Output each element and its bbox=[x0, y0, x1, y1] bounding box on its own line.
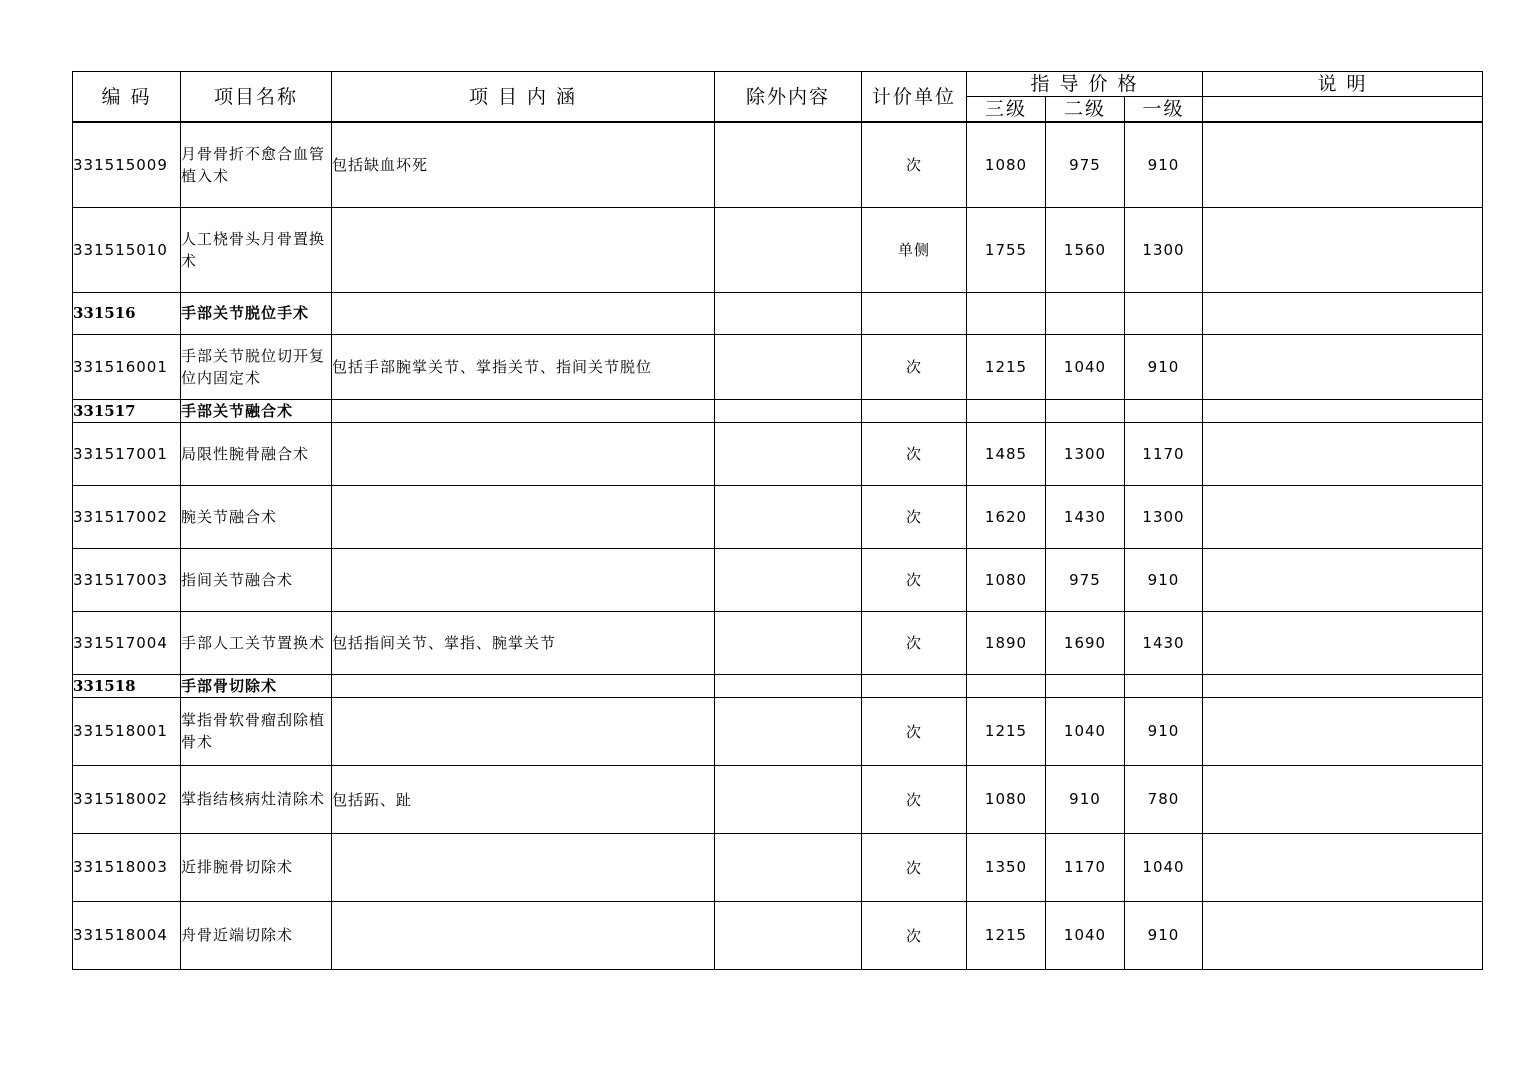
code-cell: 331515009 bbox=[73, 122, 181, 207]
exclusion-cell bbox=[715, 901, 862, 969]
name-cell: 手部骨切除术 bbox=[181, 674, 332, 697]
content-cell bbox=[332, 399, 715, 422]
price-level1-cell: 1430 bbox=[1125, 611, 1203, 674]
content-cell: 包括缺血坏死 bbox=[332, 122, 715, 207]
price-level1-cell: 910 bbox=[1125, 901, 1203, 969]
exclusion-cell bbox=[715, 399, 862, 422]
section-row bbox=[73, 292, 1483, 334]
table-row bbox=[73, 122, 1483, 207]
price-level1-cell bbox=[1125, 292, 1203, 334]
exclusion-cell bbox=[715, 548, 862, 611]
name-cell: 手部关节融合术 bbox=[181, 399, 332, 422]
name-cell: 人工桡骨头月骨置换术 bbox=[181, 207, 332, 292]
content-cell: 包括指间关节、掌指、腕掌关节 bbox=[332, 611, 715, 674]
header-content: 项 目 内 涵 bbox=[332, 72, 715, 123]
unit-cell: 次 bbox=[862, 334, 967, 399]
unit-cell: 次 bbox=[862, 765, 967, 833]
code-cell: 331516 bbox=[73, 292, 181, 334]
price-level3-cell: 1215 bbox=[967, 334, 1046, 399]
name-cell: 局限性腕骨融合术 bbox=[181, 422, 332, 485]
name-cell: 手部关节脱位切开复位内固定术 bbox=[181, 334, 332, 399]
unit-cell: 次 bbox=[862, 611, 967, 674]
price-level1-cell: 1170 bbox=[1125, 422, 1203, 485]
name-cell: 手部人工关节置换术 bbox=[181, 611, 332, 674]
price-level3-cell: 1080 bbox=[967, 548, 1046, 611]
name-cell: 月骨骨折不愈合血管植入术 bbox=[181, 122, 332, 207]
price-level1-cell bbox=[1125, 674, 1203, 697]
header-explain-blank bbox=[1203, 97, 1483, 123]
note-cell bbox=[1203, 548, 1483, 611]
price-level3-cell: 1080 bbox=[967, 122, 1046, 207]
header-code: 编 码 bbox=[73, 72, 181, 123]
note-cell bbox=[1203, 334, 1483, 399]
code-cell: 331518004 bbox=[73, 901, 181, 969]
header-explain: 说 明 bbox=[1203, 72, 1483, 97]
content-cell: 包括手部腕掌关节、掌指关节、指间关节脱位 bbox=[332, 334, 715, 399]
header-guide-price: 指 导 价 格 bbox=[967, 72, 1203, 97]
code-cell: 331518002 bbox=[73, 765, 181, 833]
note-cell bbox=[1203, 292, 1483, 334]
header-unit: 计价单位 bbox=[862, 72, 967, 123]
note-cell bbox=[1203, 765, 1483, 833]
code-cell: 331517003 bbox=[73, 548, 181, 611]
table-row bbox=[73, 765, 1483, 833]
unit-cell: 次 bbox=[862, 901, 967, 969]
code-cell: 331515010 bbox=[73, 207, 181, 292]
content-cell bbox=[332, 901, 715, 969]
exclusion-cell bbox=[715, 674, 862, 697]
name-cell: 掌指骨软骨瘤刮除植骨术 bbox=[181, 697, 332, 765]
price-level3-cell: 1350 bbox=[967, 833, 1046, 901]
note-cell bbox=[1203, 833, 1483, 901]
exclusion-cell bbox=[715, 485, 862, 548]
header-level3: 三级 bbox=[967, 97, 1046, 123]
price-level1-cell: 1300 bbox=[1125, 485, 1203, 548]
name-cell: 掌指结核病灶清除术 bbox=[181, 765, 332, 833]
exclusion-cell bbox=[715, 611, 862, 674]
content-cell bbox=[332, 422, 715, 485]
price-level3-cell: 1215 bbox=[967, 697, 1046, 765]
exclusion-cell bbox=[715, 697, 862, 765]
unit-cell: 次 bbox=[862, 122, 967, 207]
price-level3-cell: 1620 bbox=[967, 485, 1046, 548]
table-row bbox=[73, 334, 1483, 399]
exclusion-cell bbox=[715, 207, 862, 292]
price-level2-cell: 1430 bbox=[1046, 485, 1125, 548]
price-level1-cell: 910 bbox=[1125, 334, 1203, 399]
note-cell bbox=[1203, 697, 1483, 765]
header-exclusion: 除外内容 bbox=[715, 72, 862, 123]
price-level2-cell: 975 bbox=[1046, 548, 1125, 611]
code-cell: 331518003 bbox=[73, 833, 181, 901]
price-level2-cell: 975 bbox=[1046, 122, 1125, 207]
content-cell bbox=[332, 548, 715, 611]
content-cell bbox=[332, 485, 715, 548]
price-level1-cell: 910 bbox=[1125, 697, 1203, 765]
table-row bbox=[73, 485, 1483, 548]
code-cell: 331517001 bbox=[73, 422, 181, 485]
price-level1-cell: 1040 bbox=[1125, 833, 1203, 901]
section-row bbox=[73, 674, 1483, 697]
name-cell: 近排腕骨切除术 bbox=[181, 833, 332, 901]
price-level3-cell bbox=[967, 292, 1046, 334]
unit-cell: 次 bbox=[862, 485, 967, 548]
name-cell: 指间关节融合术 bbox=[181, 548, 332, 611]
note-cell bbox=[1203, 122, 1483, 207]
unit-cell: 单侧 bbox=[862, 207, 967, 292]
note-cell bbox=[1203, 901, 1483, 969]
table-row bbox=[73, 548, 1483, 611]
unit-cell bbox=[862, 674, 967, 697]
unit-cell: 次 bbox=[862, 422, 967, 485]
price-level2-cell bbox=[1046, 399, 1125, 422]
code-cell: 331516001 bbox=[73, 334, 181, 399]
price-level3-cell: 1755 bbox=[967, 207, 1046, 292]
exclusion-cell bbox=[715, 833, 862, 901]
price-level3-cell: 1485 bbox=[967, 422, 1046, 485]
price-level2-cell: 910 bbox=[1046, 765, 1125, 833]
table-row bbox=[73, 611, 1483, 674]
code-cell: 331518 bbox=[73, 674, 181, 697]
name-cell: 舟骨近端切除术 bbox=[181, 901, 332, 969]
header-name: 项目名称 bbox=[181, 72, 332, 123]
price-level1-cell: 1300 bbox=[1125, 207, 1203, 292]
table-row bbox=[73, 697, 1483, 765]
note-cell bbox=[1203, 485, 1483, 548]
price-level3-cell bbox=[967, 399, 1046, 422]
price-level3-cell: 1080 bbox=[967, 765, 1046, 833]
content-cell bbox=[332, 833, 715, 901]
exclusion-cell bbox=[715, 292, 862, 334]
note-cell bbox=[1203, 399, 1483, 422]
content-cell bbox=[332, 292, 715, 334]
price-level2-cell: 1170 bbox=[1046, 833, 1125, 901]
note-cell bbox=[1203, 674, 1483, 697]
price-level2-cell bbox=[1046, 292, 1125, 334]
unit-cell: 次 bbox=[862, 697, 967, 765]
header-level2: 二级 bbox=[1046, 97, 1125, 123]
code-cell: 331517004 bbox=[73, 611, 181, 674]
price-level2-cell: 1560 bbox=[1046, 207, 1125, 292]
price-level2-cell: 1040 bbox=[1046, 901, 1125, 969]
section-row bbox=[73, 399, 1483, 422]
price-level3-cell: 1890 bbox=[967, 611, 1046, 674]
name-cell: 手部关节脱位手术 bbox=[181, 292, 332, 334]
note-cell bbox=[1203, 207, 1483, 292]
unit-cell bbox=[862, 292, 967, 334]
price-level2-cell: 1690 bbox=[1046, 611, 1125, 674]
price-level3-cell: 1215 bbox=[967, 901, 1046, 969]
table-row bbox=[73, 207, 1483, 292]
price-level2-cell: 1040 bbox=[1046, 334, 1125, 399]
exclusion-cell bbox=[715, 422, 862, 485]
price-level1-cell bbox=[1125, 399, 1203, 422]
exclusion-cell bbox=[715, 765, 862, 833]
code-cell: 331518001 bbox=[73, 697, 181, 765]
exclusion-cell bbox=[715, 334, 862, 399]
price-level1-cell: 910 bbox=[1125, 122, 1203, 207]
exclusion-cell bbox=[715, 122, 862, 207]
unit-cell bbox=[862, 399, 967, 422]
price-level2-cell: 1300 bbox=[1046, 422, 1125, 485]
header-level1: 一级 bbox=[1125, 97, 1203, 123]
table-row bbox=[73, 833, 1483, 901]
table-row bbox=[73, 901, 1483, 969]
note-cell bbox=[1203, 611, 1483, 674]
price-level1-cell: 780 bbox=[1125, 765, 1203, 833]
price-level1-cell: 910 bbox=[1125, 548, 1203, 611]
table-row bbox=[73, 422, 1483, 485]
code-cell: 331517002 bbox=[73, 485, 181, 548]
unit-cell: 次 bbox=[862, 548, 967, 611]
price-level2-cell bbox=[1046, 674, 1125, 697]
note-cell bbox=[1203, 422, 1483, 485]
content-cell bbox=[332, 674, 715, 697]
content-cell: 包括跖、趾 bbox=[332, 765, 715, 833]
code-cell: 331517 bbox=[73, 399, 181, 422]
price-level3-cell bbox=[967, 674, 1046, 697]
content-cell bbox=[332, 697, 715, 765]
unit-cell: 次 bbox=[862, 833, 967, 901]
price-level2-cell: 1040 bbox=[1046, 697, 1125, 765]
price-table bbox=[72, 71, 1483, 970]
table-body bbox=[73, 122, 1483, 969]
name-cell: 腕关节融合术 bbox=[181, 485, 332, 548]
content-cell bbox=[332, 207, 715, 292]
